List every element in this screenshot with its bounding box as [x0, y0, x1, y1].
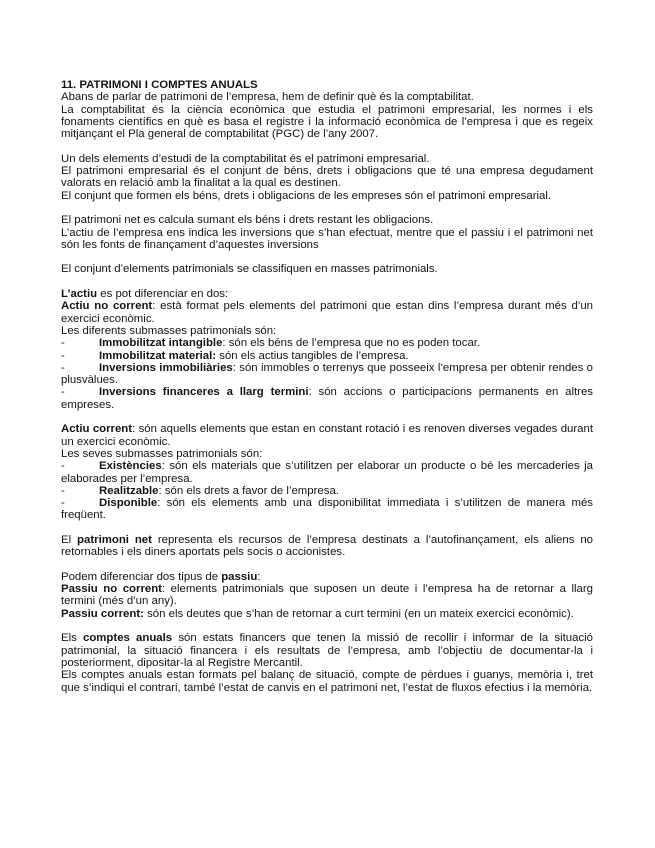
actiu-passiu-paragraph: L’actiu de l’empresa ens indica les inversions que s’han efectuat, mentre que el passiu i el patrimoni net són les fonts de finançament d’aquestes inversions — [61, 226, 593, 251]
passiu-corrent-text: són els deutes que s’han de retornar a curt termini (en un mateix exercici econòmic). — [143, 607, 574, 620]
spacer — [61, 559, 593, 571]
actiu-lead — [61, 288, 593, 300]
actiu-corrent — [61, 423, 593, 448]
actiu-no-corrent-text: : està format pels elements del patrimoni que estan dins l’empresa durant més d’un exercici econòmic. — [61, 300, 593, 325]
submasses-intro: Les diferents submasses patrimonials són: — [61, 324, 277, 337]
passiu-corrent-term: Passiu corrent: — [61, 607, 144, 620]
list-item — [61, 460, 593, 485]
list-item-term: Immobilitzat material: — [99, 349, 217, 362]
passiu-term: passiu — [221, 570, 258, 583]
spacer — [61, 276, 593, 288]
passiu-no-corrent — [61, 583, 593, 608]
corrent-submasses-intro: Les seves submasses patrimonials són: — [61, 447, 263, 460]
comptes-text: són estats financers que tenen la missió de recollir i informar de la situació patrimonial, la situació financera i els resultats de l’empresa, amb l’objectiu de documentar-la i posteriorment, dipositar-la al Registre Mercantil. — [61, 632, 594, 669]
passiu-no-corrent-text: : elements patrimonials que suposen un deute i l’empresa ha de retornar a llarg termini (més d’un any). — [61, 583, 593, 608]
list-item-text: : són els elements amb una disponibilitat immediata i s’utilitzen de manera més freqüent. — [61, 497, 593, 522]
list-item — [61, 350, 593, 362]
list-item — [61, 337, 593, 349]
list-dash: - — [61, 361, 65, 374]
actiu-no-corrent — [61, 300, 593, 325]
spacer — [61, 202, 593, 214]
spacer — [61, 522, 593, 534]
actiu-no-corrent-term: Actiu no corrent — [61, 300, 153, 313]
actiu-lead-text: es pot diferenciar en dos: — [97, 288, 229, 301]
list-dash: - — [61, 460, 65, 473]
comptes-anuals-paragraph — [61, 632, 593, 669]
spacer — [61, 411, 593, 423]
patrimoni-definition: El patrimoni empresarial és el conjunt de béns, drets i obligacions que té una empresa degudament valorats en relació amb la finalitat a la qual es destinen. — [61, 165, 593, 190]
patrimoni-line-1: Un dels elements d’estudi de la comptabilitat és el patrimoni empresarial. — [61, 152, 430, 165]
list-item-term: Inversions financeres a llarg termini — [99, 386, 309, 399]
list-dash: - — [61, 386, 65, 399]
list-dash: - — [61, 484, 65, 497]
passiu-corrent — [61, 608, 593, 620]
list-dash: - — [61, 337, 65, 350]
intro-line-1: Abans de parlar de patrimoni de l’empresa, hem de definir què és la comptabilitat. — [61, 91, 474, 104]
passiu-lead-colon: : — [257, 570, 261, 583]
list-item-term: Disponible — [99, 497, 158, 510]
passiu-lead — [61, 571, 593, 583]
patrimoni-net-calc: El patrimoni net es calcula sumant els béns i drets restant les obligacions. — [61, 214, 434, 227]
document-body — [61, 79, 593, 694]
list-item — [61, 485, 593, 497]
list-item-term: Realitzable — [99, 484, 159, 497]
comptes-pre: Els — [61, 632, 84, 645]
list-item-term: Inversions immobiliàries — [99, 361, 233, 374]
comptes-anuals-composition: Els comptes anuals estan formats pel balanç de situació, compte de pèrdues i guanys, memòria i, tret que s’indiqui el contrari, també l’estat de canvis en el patrimoni net, l’estat de fluxos efectius i la memòria. — [61, 669, 593, 694]
list-item — [61, 386, 593, 411]
passiu-no-corrent-term: Passiu no corrent — [61, 583, 162, 596]
pnet-pre: El — [61, 533, 78, 546]
actiu-corrent-text: : són aquells elements que estan en constant rotació i es renoven diverses vegades durant un exercici econòmic. — [61, 423, 593, 448]
list-item-text: : són els materials que s’utilitzen per elaborar un producte o bé les mercaderies ja elaborades per l’empresa. — [61, 460, 593, 485]
actiu-corrent-term: Actiu corrent — [61, 423, 133, 436]
list-item-text: són els actius tangibles de l’empresa. — [216, 349, 409, 362]
list-item — [61, 497, 593, 522]
list-item-term: Immobilitzat intangible — [99, 337, 223, 350]
list-dash: - — [61, 349, 65, 362]
list-item-text: : són els drets a favor de l’empresa. — [158, 484, 339, 497]
list-dash: - — [61, 497, 65, 510]
patrimoni-line-3: El conjunt que formen els béns, drets i obligacions de les empreses són el patrimoni empresarial. — [61, 189, 552, 202]
list-item-text: : són els béns de l’empresa que no es poden tocar. — [222, 337, 481, 350]
patrimoni-net-term: patrimoni net — [77, 533, 152, 546]
actiu-term: L’actiu — [61, 288, 98, 301]
spacer — [61, 620, 593, 632]
list-item-text: : són immobles o terrenys que posseeix l’empresa per obtenir rendes o plusvàlues. — [61, 361, 593, 387]
intro-paragraph: La comptabilitat és la ciència econòmica que estudia el patrimoni empresarial, les normes i els fonaments científics en què es basa el registre i la informació econòmica de l’empresa i que es regeix mitjançant el Pla general de comptabilitat (PGC) de l’any 2007. — [61, 103, 593, 141]
list-item — [61, 362, 593, 387]
spacer — [61, 140, 593, 152]
list-item-term: Existències — [99, 460, 162, 473]
masses-paragraph: El conjunt d’elements patrimonials se classifiquen en masses patrimonials. — [61, 263, 438, 276]
patrimoni-net-paragraph — [61, 534, 593, 559]
pnet-text: representa els recursos de l’empresa destinats a l’autofinançament, els aliens no retornables i els diners aportats pels socis o accionistes. — [61, 533, 594, 559]
list-item-text: : són accions o participacions permanents en altres empreses. — [61, 386, 593, 411]
spacer — [61, 251, 593, 263]
comptes-anuals-term: comptes anuals — [83, 632, 173, 645]
passiu-lead-text: Podem diferenciar dos tipus de — [61, 570, 222, 583]
section-title: 11. PATRIMONI I COMPTES ANUALS — [61, 79, 258, 91]
